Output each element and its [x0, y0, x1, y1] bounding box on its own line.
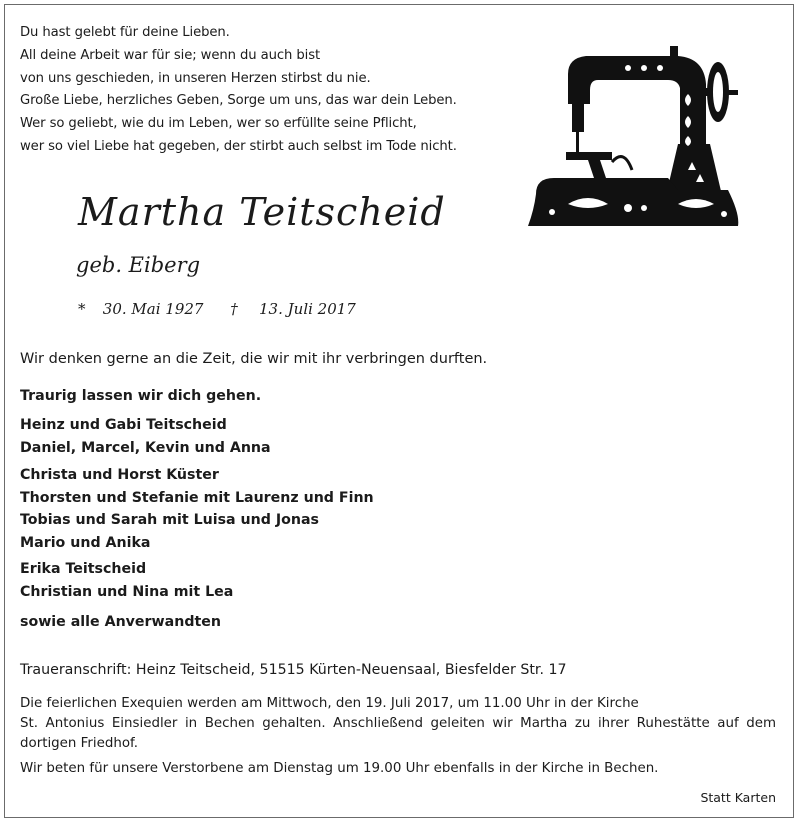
poem-line: All deine Arbeit war für sie; wenn du auch bist	[20, 47, 321, 63]
mourners-intro	[20, 385, 261, 408]
death-date: 13. Juli 2017	[259, 300, 356, 318]
mourner-group	[20, 464, 374, 554]
poem-line: Wer so geliebt, wie du im Leben, wer so erfüllte seine Pflicht,	[20, 116, 417, 132]
mourner-line: Daniel, Marcel, Kevin und Anna	[20, 439, 271, 456]
mourning-address: Traueranschrift: Heinz Teitscheid, 51515 Kürten-Neuensaal, Biesfelder Str. 17	[20, 662, 567, 678]
prayer-text: Wir beten für unsere Verstorbene am Dienstag um 19.00 Uhr ebenfalls in der Kirche in Bechen.	[20, 761, 659, 776]
mourner-line: Mario und Anika	[20, 534, 151, 551]
mourner-group	[20, 611, 221, 634]
poem-line: wer so viel Liebe hat gegeben, der stirbt auch selbst im Tode nicht.	[20, 138, 457, 154]
mourner-line: Tobias und Sarah mit Luisa und Jonas	[20, 512, 319, 528]
life-dates	[78, 300, 356, 318]
birth-date: 30. Mai 1927	[102, 300, 204, 318]
exequies-line: Die feierlichen Exequien werden am Mittwoch, den 19. Juli 2017, um 11.00 Uhr in der Kirche	[20, 696, 639, 711]
birth-star-icon: *	[78, 300, 86, 318]
mourner-line: sowie alle Anverwandten	[20, 614, 221, 630]
mourner-line: Thorsten und Stefanie mit Laurenz und Finn	[20, 489, 374, 506]
mourner-group	[20, 414, 271, 459]
mourner-line: Erika Teitscheid	[20, 561, 147, 577]
mourner-group	[20, 558, 233, 603]
maiden-name: geb. Eiberg	[76, 253, 201, 277]
mourner-line: Christa und Horst Küster	[20, 467, 219, 483]
exequies-line: dortigen Friedhof.	[20, 736, 139, 751]
lead-text: Wir denken gerne an die Zeit, die wir mit ihr verbringen durften.	[20, 351, 488, 367]
deceased-name: Martha Teitscheid	[78, 190, 446, 234]
death-cross-icon: †	[230, 300, 238, 318]
footer-note: Statt Karten	[700, 790, 776, 805]
poem	[20, 22, 457, 159]
exequies-text	[20, 694, 776, 754]
poem-line: Große Liebe, herzliches Geben, Sorge um uns, das war dein Leben.	[20, 93, 457, 109]
mourner-line: Christian und Nina mit Lea	[20, 583, 234, 600]
sewing-machine-icon	[528, 44, 740, 230]
exequies-line: St. Antonius Einsiedler in Bechen gehalten. Anschließend geleiten wir Martha zu ihrer Ruhestätte auf dem	[20, 716, 776, 731]
poem-line: von uns geschieden, in unseren Herzen stirbst du nie.	[20, 70, 371, 86]
mourners-intro-text: Traurig lassen wir dich gehen.	[20, 388, 262, 404]
mourner-line: Heinz und Gabi Teitscheid	[20, 417, 227, 433]
poem-line: Du hast gelebt für deine Lieben.	[20, 25, 230, 40]
